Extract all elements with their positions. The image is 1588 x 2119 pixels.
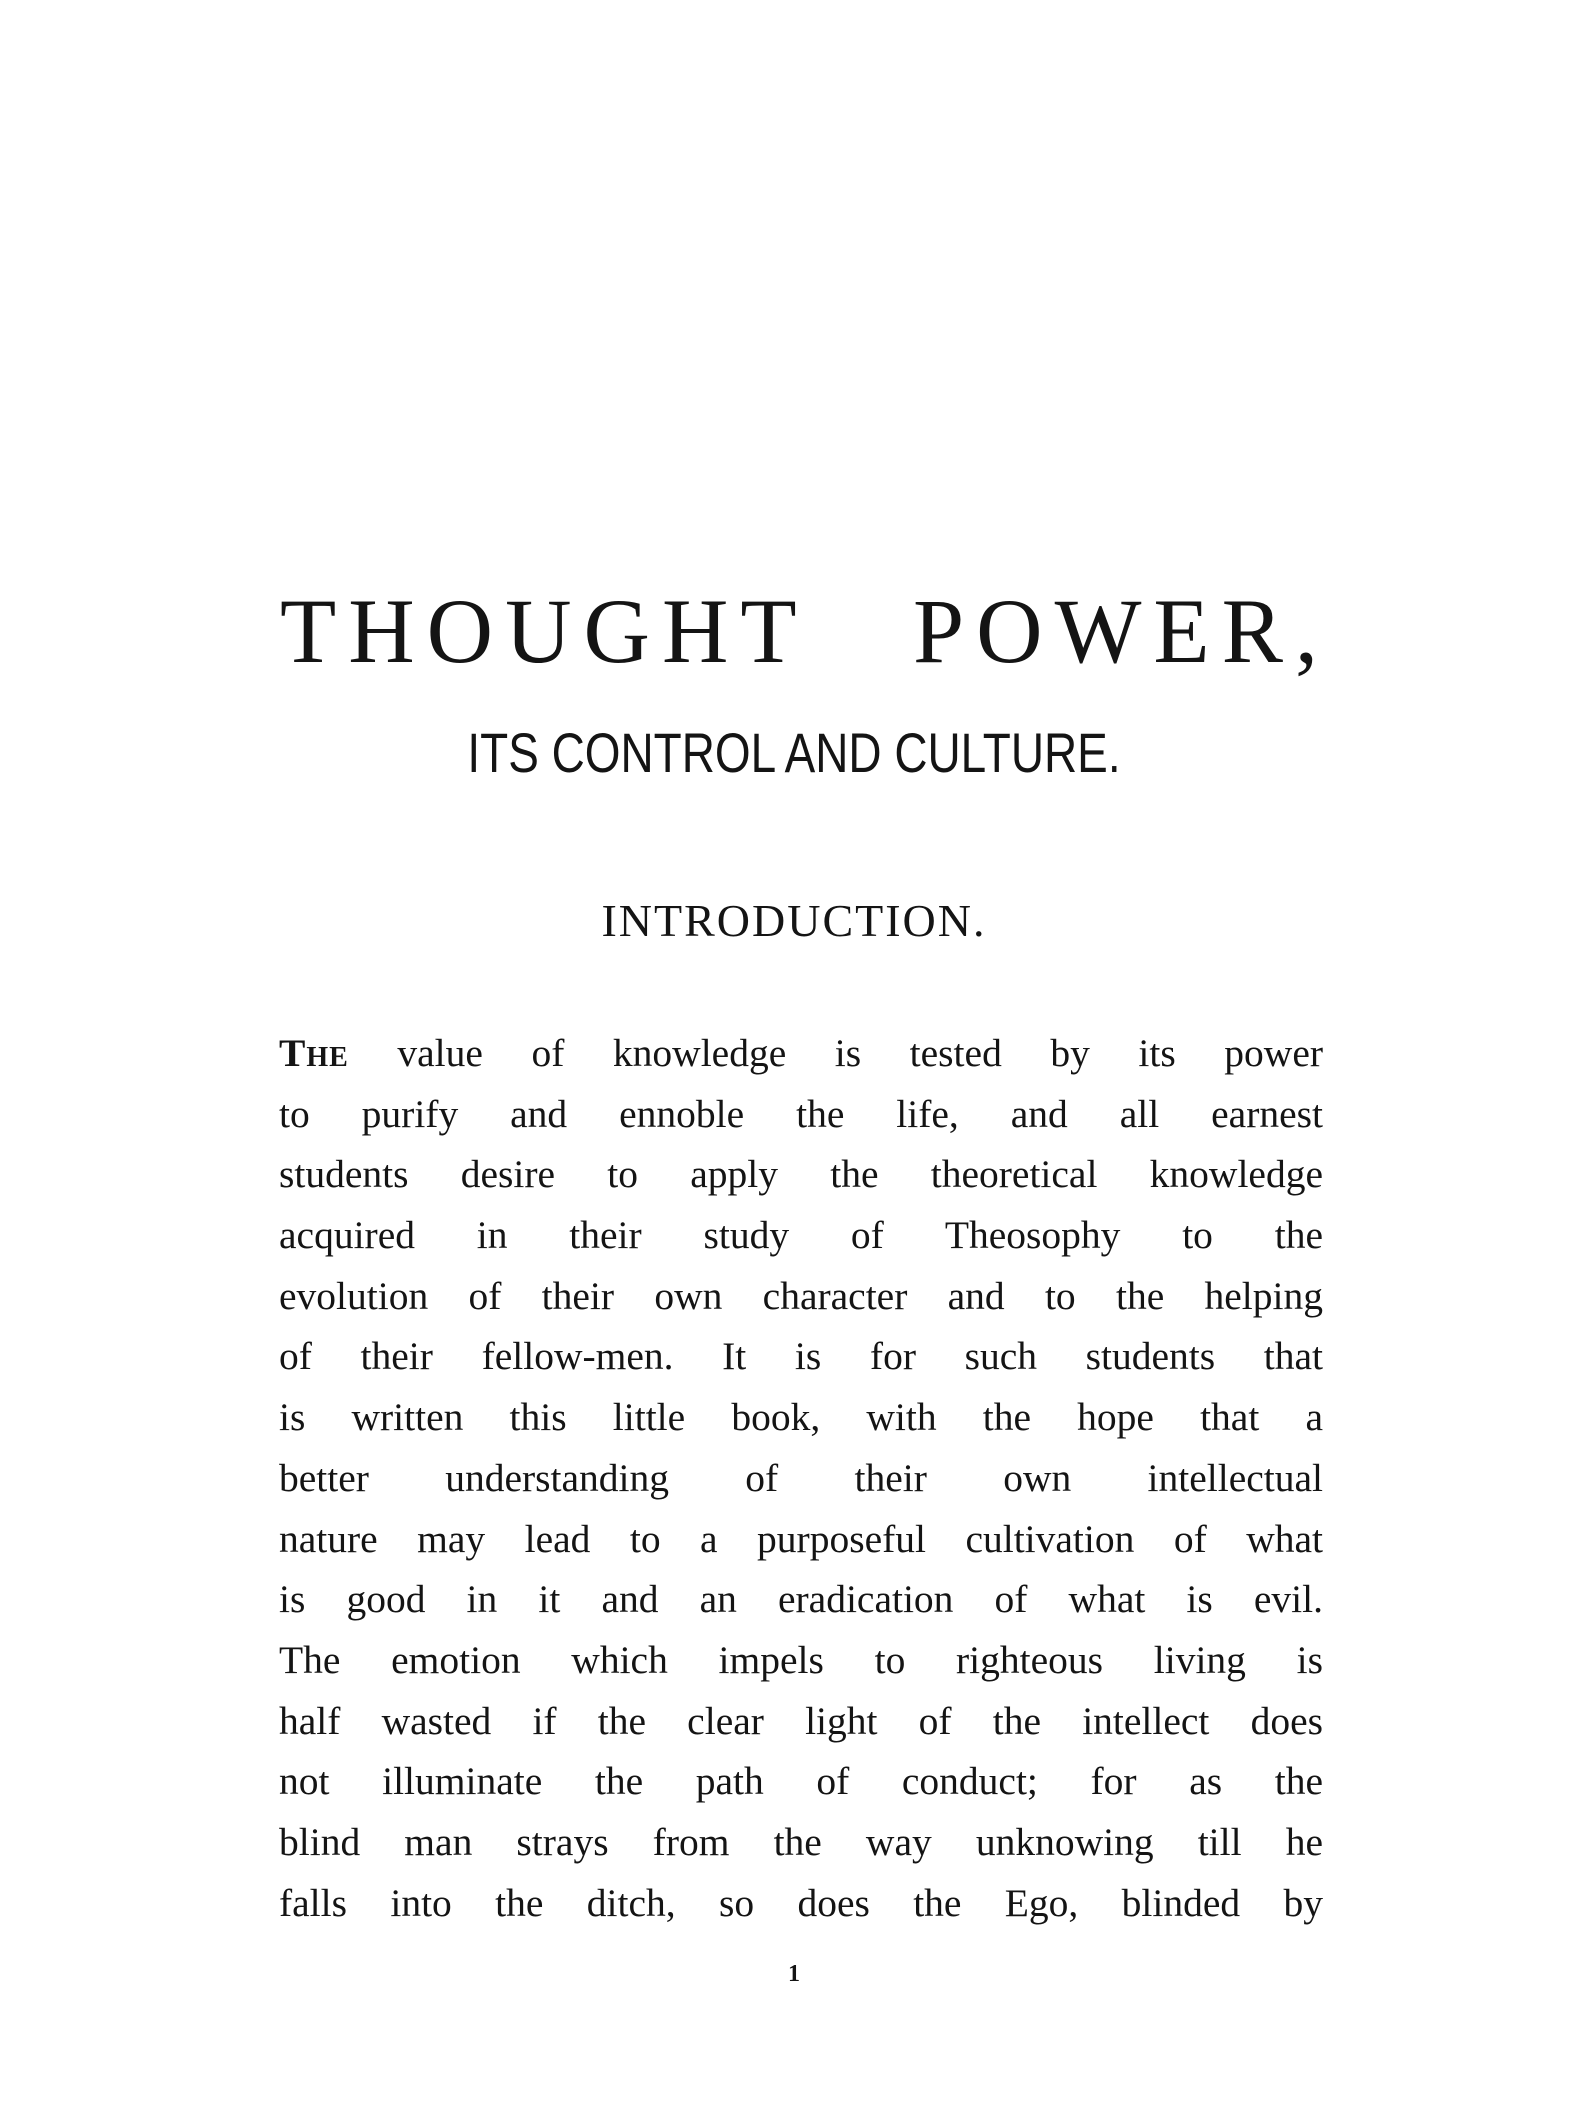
- text-line: to purify and ennoble the life, and all earnest: [279, 1091, 1323, 1136]
- text-line: falls into the ditch, so does the Ego, blinded by: [279, 1880, 1323, 1925]
- text-line: The emotion which impels to righteous living is: [279, 1637, 1323, 1682]
- book-title: THOUGHT POWER,: [280, 580, 1330, 682]
- page-number: 1: [788, 1961, 800, 1987]
- text-line: blind man strays from the way unknowing till he: [279, 1819, 1323, 1864]
- text-line: acquired in their study of Theosophy to the: [279, 1213, 1323, 1258]
- text-line: evolution of their own character and to the helping: [279, 1273, 1323, 1318]
- text-line: not illuminate the path of conduct; for as the: [279, 1759, 1323, 1804]
- text-line: of their fellow-men. It is for such students that: [279, 1334, 1323, 1379]
- first-line-rest: value of knowledge is tested by its power: [397, 1031, 1323, 1075]
- opening-word: The: [279, 1031, 349, 1075]
- text-line: half wasted if the clear light of the intellect does: [279, 1698, 1323, 1743]
- text-line: is written this little book, with the hope that a: [279, 1395, 1323, 1440]
- text-line: [279, 1023, 1323, 1084]
- text-line: nature may lead to a purposeful cultivation of what: [279, 1516, 1323, 1561]
- text-line: students desire to apply the theoretical knowledge: [279, 1152, 1323, 1197]
- text-line: better understanding of their own intellectual: [279, 1455, 1323, 1500]
- book-subtitle: ITS CONTROL AND CULTURE.: [467, 721, 1121, 784]
- body-text: [279, 1023, 1323, 1933]
- text-line: is good in it and an eradication of what is evil.: [279, 1577, 1323, 1622]
- section-heading: INTRODUCTION.: [601, 895, 987, 946]
